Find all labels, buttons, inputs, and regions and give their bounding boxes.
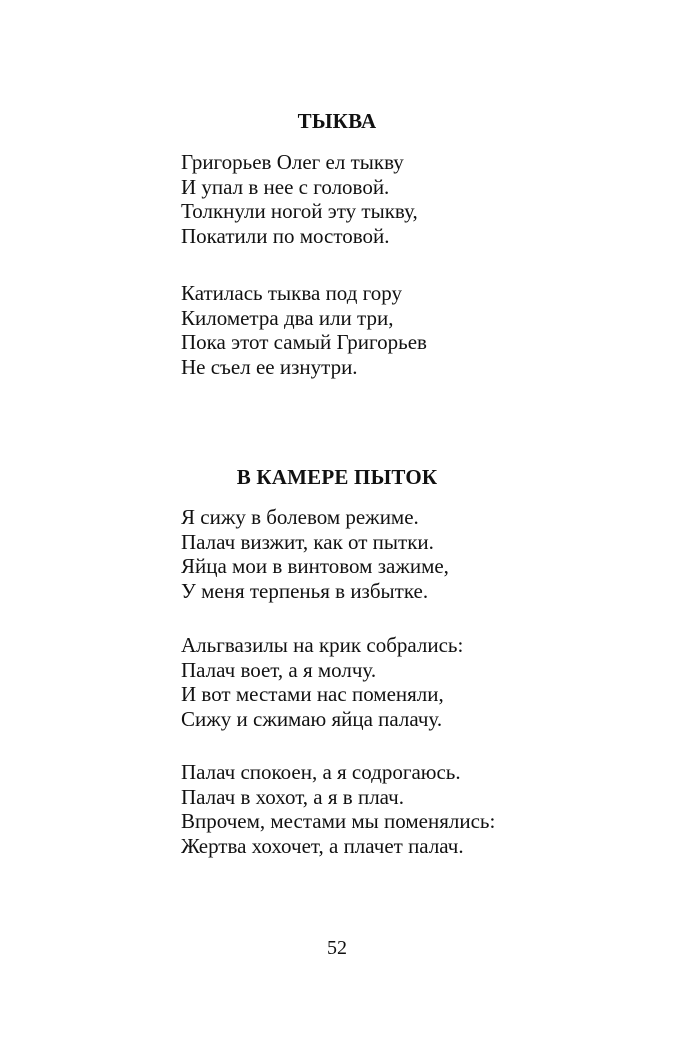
- stanza: [181, 633, 463, 731]
- poem-line: Покатили по мостовой.: [181, 223, 390, 248]
- poem-line: Впрочем, местами мы поменялись:: [181, 809, 496, 833]
- poem-line: У меня терпенья в избытке.: [181, 578, 429, 603]
- poem-line: Альгвазилы на крик собрались:: [181, 633, 464, 657]
- poem-line: Не съел ее изнутри.: [181, 354, 358, 379]
- poem-line: Палач визжит, как от пытки.: [181, 529, 434, 554]
- poem-title-pumpkin: ТЫКВА: [297, 109, 377, 133]
- poem-line: И упал в нее с головой.: [181, 174, 390, 199]
- poem-line: И вот местами нас поменяли,: [181, 682, 444, 706]
- poem-line: Пока этот самый Григорьев: [181, 330, 427, 354]
- stanza: [181, 281, 427, 379]
- poem-line: Палач в хохот, а я в плач.: [181, 784, 404, 809]
- poem-line: Палач воет, а я молчу.: [181, 657, 377, 682]
- poem-line: Григорьев Олег ел тыкву: [181, 150, 404, 174]
- poem-line: Яйца мои в винтовом зажиме,: [181, 554, 449, 578]
- poem-line: Катилась тыква под гору: [181, 281, 402, 305]
- stanza: [181, 760, 495, 858]
- poem-line: Километра два или три,: [181, 305, 394, 330]
- poem-line: Толкнули ногой эту тыкву,: [181, 199, 418, 223]
- poem-line: Я сижу в болевом режиме.: [181, 505, 419, 529]
- stanza: [181, 150, 418, 248]
- poem-line: Сижу и сжимаю яйца палачу.: [181, 706, 443, 731]
- page-number: 52: [327, 937, 347, 959]
- poem-line: Палач спокоен, а я содрогаюсь.: [181, 760, 461, 784]
- stanza: [181, 505, 449, 603]
- poem-line: Жертва хохочет, а плачет палач.: [181, 833, 464, 858]
- poem-title-torture-chamber: В КАМЕРЕ ПЫТОК: [236, 465, 438, 489]
